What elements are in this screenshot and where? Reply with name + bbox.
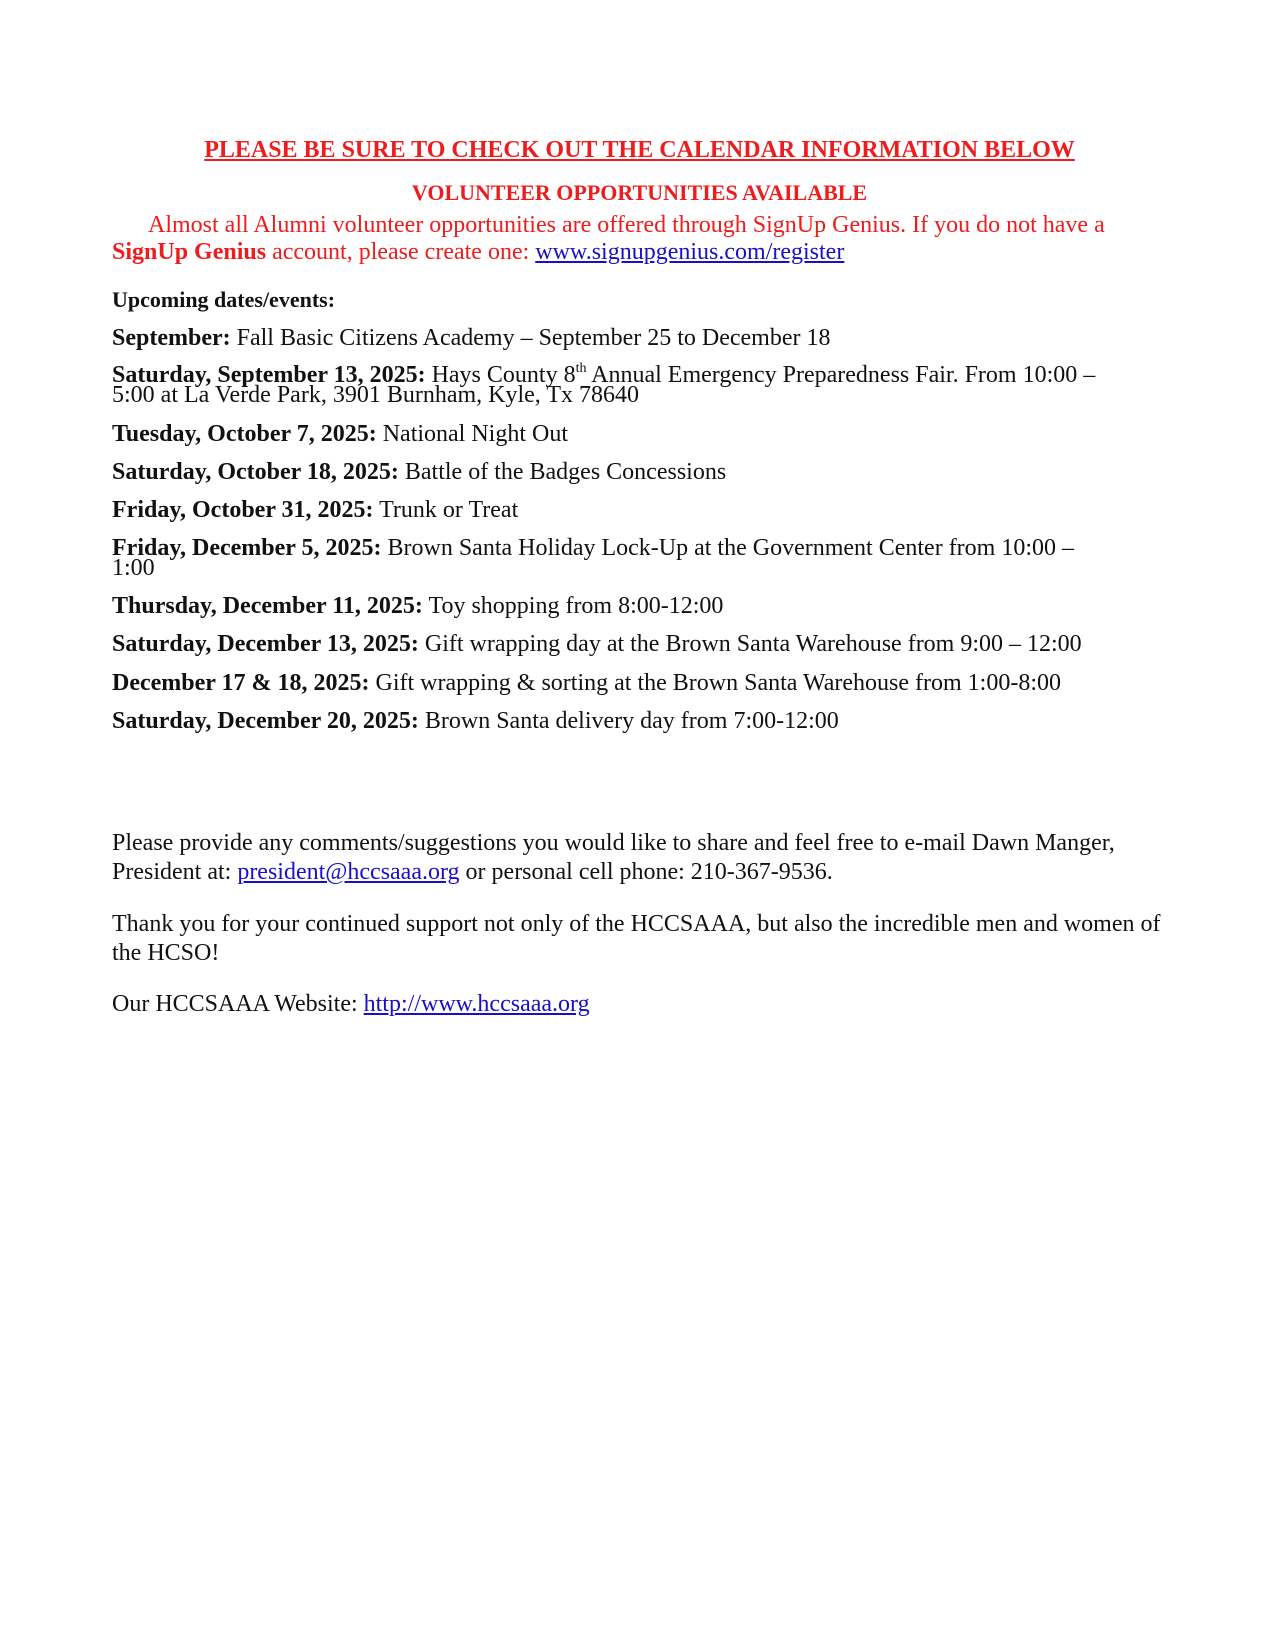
comments-paragraph	[112, 829, 1115, 887]
event-date: December 17 & 18, 2025:	[112, 670, 370, 696]
event-item	[112, 361, 1096, 408]
event-date: Saturday, December 20, 2025:	[112, 708, 419, 734]
volunteer-heading: VOLUNTEER OPPORTUNITIES AVAILABLE	[411, 180, 868, 205]
president-email-link[interactable]: president@hccsaaa.org	[237, 859, 460, 885]
event-description: Hays County 8	[425, 362, 576, 388]
event-description: Battle of the Badges Concessions	[398, 459, 727, 485]
comments-line-2-prefix: President at:	[112, 859, 238, 885]
event-item	[112, 421, 568, 448]
event-item	[112, 631, 1082, 658]
event-date: Saturday, October 18, 2025:	[112, 459, 399, 485]
event-item	[112, 708, 839, 735]
event-date: Friday, October 31, 2025:	[112, 497, 374, 523]
event-description: Toy shopping from 8:00-12:00	[422, 593, 724, 619]
event-date: Tuesday, October 7, 2025:	[112, 421, 377, 447]
intro-line-1: Almost all Alumni volunteer opportunities are offered through SignUp Genius. If you do not have a	[148, 212, 1105, 238]
comments-line-1: Please provide any comments/suggestions you would like to share and feel free to e-mail Dawn Manger,	[112, 830, 1115, 856]
event-description: Brown Santa Holiday Lock-Up at the Government Center from 10:00 –	[381, 535, 1075, 561]
event-date: September:	[112, 325, 231, 351]
event-description: Gift wrapping & sorting at the Brown Santa Warehouse from 1:00-8:00	[369, 670, 1061, 696]
ordinal-suffix: th	[575, 361, 587, 376]
event-description-continued: 5:00 at La Verde Park, 3901 Burnham, Kyle, Tx 78640	[112, 382, 640, 408]
event-date: Friday, December 5, 2025:	[112, 535, 382, 561]
upcoming-heading: Upcoming dates/events:	[112, 287, 336, 312]
event-item	[112, 670, 1061, 697]
intro-line-2-text: account, please create one:	[266, 239, 536, 265]
event-date: Saturday, September 13, 2025:	[112, 362, 426, 388]
calendar-heading: PLEASE BE SURE TO CHECK OUT THE CALENDAR INFORMATION BELOW	[204, 137, 1075, 163]
signup-register-link[interactable]: www.signupgenius.com/register	[535, 239, 845, 265]
signup-genius-bold: SignUp Genius	[112, 239, 267, 265]
event-description: National Night Out	[376, 421, 569, 447]
event-date: Thursday, December 11, 2025:	[112, 593, 423, 619]
event-item	[112, 325, 831, 352]
event-item	[112, 497, 518, 524]
event-description: Fall Basic Citizens Academy – September 25 to December 18	[230, 325, 831, 351]
event-item	[112, 459, 726, 486]
thanks-line-2: the HCSO!	[112, 940, 220, 966]
thanks-paragraph	[112, 910, 1161, 968]
event-date: Saturday, December 13, 2025:	[112, 631, 419, 657]
event-description-continued: 1:00	[112, 555, 155, 581]
website-link[interactable]: http://www.hccsaaa.org	[363, 991, 590, 1017]
comments-line-2-suffix: or personal cell phone: 210-367-9536.	[459, 859, 833, 885]
event-description: Gift wrapping day at the Brown Santa Warehouse from 9:00 – 12:00	[418, 631, 1082, 657]
event-description: Trunk or Treat	[373, 497, 519, 523]
website-label: Our HCCSAAA Website:	[112, 991, 364, 1017]
intro-line-2	[112, 239, 844, 266]
event-item	[112, 535, 1075, 581]
event-description: Brown Santa delivery day from 7:00-12:00	[418, 708, 839, 734]
thanks-line-1: Thank you for your continued support not only of the HCCSAAA, but also the incredible men and women of	[112, 911, 1161, 937]
website-line	[112, 990, 590, 1019]
event-item	[112, 593, 723, 620]
event-description: Annual Emergency Preparedness Fair. From 10:00 –	[586, 362, 1096, 388]
